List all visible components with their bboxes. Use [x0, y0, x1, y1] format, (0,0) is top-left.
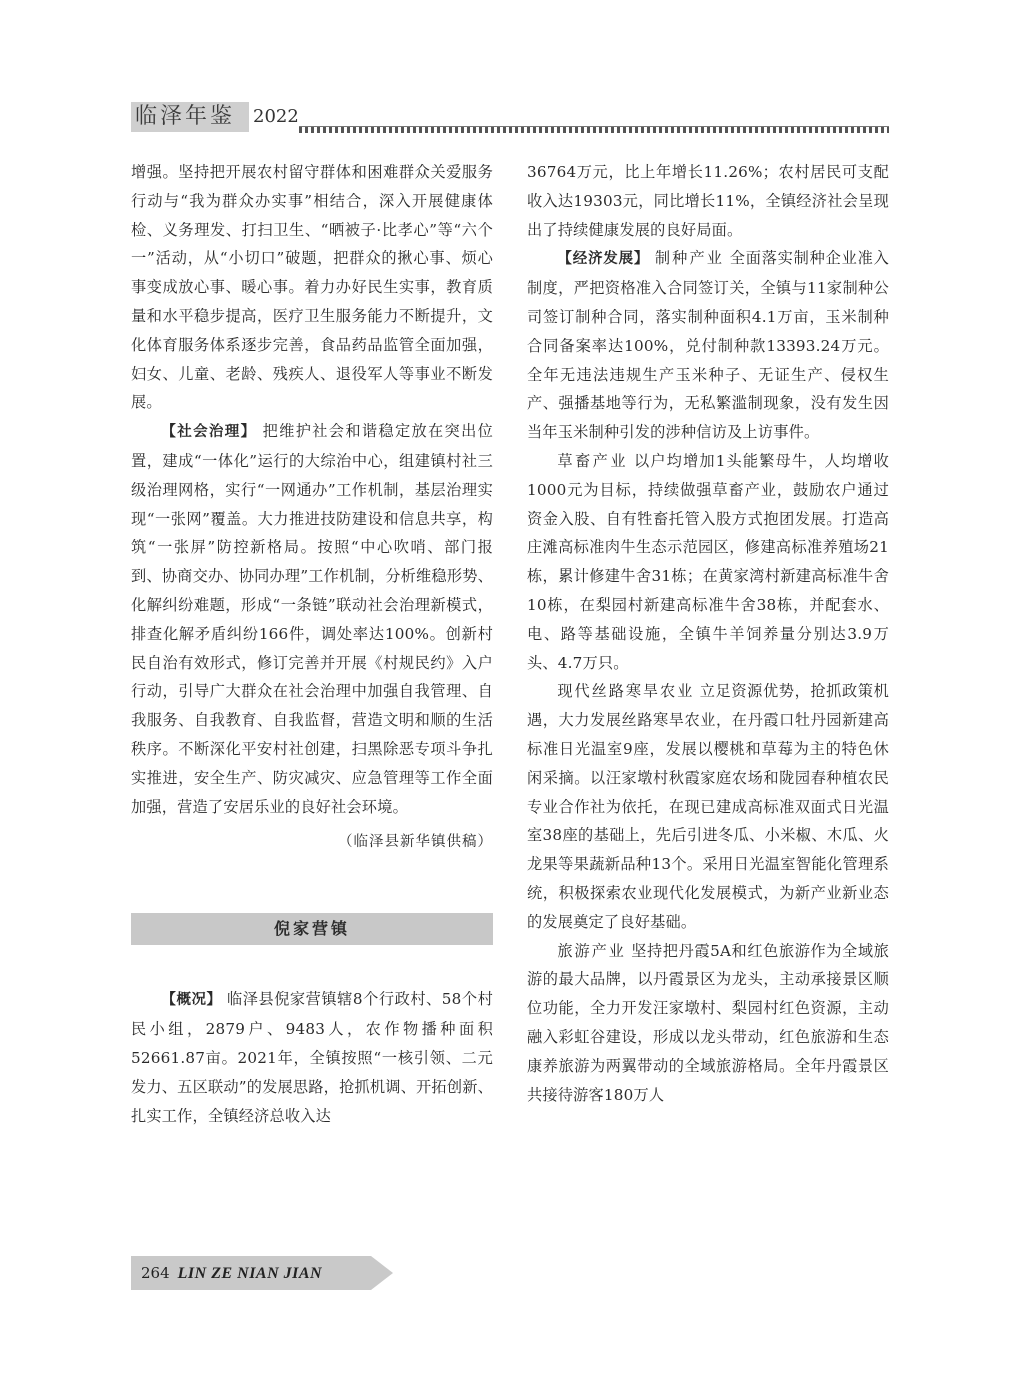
yearbook-romanized-name: LIN ZE NIAN JIAN: [177, 1265, 323, 1282]
tourism-text: 坚持把丹霞5A和红色旅游作为全域旅游的最大品牌，以丹霞景区为龙头，主动承接景区顺位功能，全力开发汪家墩村、梨园村红色资源，主动融入彩虹谷建设，形成以龙头带动，红色旅游和生态康养旅游为两翼带动的全域旅游格局。全年丹霞景区共接待游客180万人: [527, 941, 890, 1104]
agriculture-paragraph: [527, 677, 889, 936]
running-header: [131, 102, 889, 132]
overview-paragraph: [131, 985, 493, 1130]
seed-industry-subhead: 制种产业: [654, 249, 725, 268]
footer-arrow-tip: [371, 1256, 393, 1290]
right-column: [527, 158, 889, 1109]
left-paragraph-1: 增强。坚持把开展农村留守群体和困难群众关爱服务行动与“我为群众办实事”相结合，深入开展健康体检、义务理发、打扫卫生、“晒被子·比孝心”等“六个一”活动，从“小切口”破题，把群众的揪心事、烦心事变成放心事、暖心事。着力办好民生实事，教育质量和水平稳步提高，医疗卫生服务能力不断提升，文化体育服务体系逐步完善，食品药品监管全面加强，妇女、儿童、老龄、残疾人、退役军人等事业不断发展。: [131, 163, 493, 412]
yearbook-year: 2022: [253, 106, 299, 127]
livestock-subhead: 草畜产业: [557, 451, 628, 470]
tourism-paragraph: [527, 937, 889, 1110]
agriculture-text: 立足资源优势，抢抓政策机遇，大力发展丝路寒旱农业，在丹霞口牡丹园新建高标准日光温室9座，发展以樱桃和草莓为主的特色休闲采摘。以汪家墩村秋霞家庭农场和陇园春种植农民专业合作社为依托，在现已建成高标准双面式日光温室38座的基础上，先后引进冬瓜、小米椒、木瓜、火龙果等果蔬新品种13个。采用日光温室智能化管理系统，积极探索农业现代化发展模式，为新产业新业态的发展奠定了良好基础。: [527, 682, 890, 931]
economic-development-tag: 【经济发展】: [557, 251, 650, 268]
page-footer: [131, 1256, 393, 1290]
livestock-paragraph: [527, 447, 889, 677]
footer-text: [141, 1256, 322, 1291]
social-governance-text: 把维护社会和谐稳定放在突出位置，建成“一体化”运行的大综治中心，组建镇村社三级治理网格，实行“一网通办”工作机制，基层治理实现“一张网”覆盖。大力推进技防建设和信息共享，构筑“一张屏”防控新格局。按照“中心吹哨、部门报到、协商交办、协同办理”工作机制，分析维稳形势、化解纠纷难题，形成“一条链”联动社会治理新模式，排查化解矛盾纠纷166件，调处率达100%。创新村民自治有效形式，修订完善并开展《村规民约》入户行动，引导广大群众在社会治理中加强自我管理、自我服务、自我教育、自我监督，营造文明和顺的生活秩序。不断深化平安村社创建，扫黑除恶专项斗争扎实推进，安全生产、防灾减灾、应急管理等工作全面加强，营造了安居乐业的良好社会环境。: [131, 422, 494, 816]
livestock-text: 以户均增加1头能繁母牛，人均增收1000元为目标，持续做强草畜产业，鼓励农户通过资金入股、自有牲畜托管入股方式抱团发展。打造高庄滩高标准肉牛生态示范园区，修建高标准养殖场21栋，累计修建牛舍31栋；在黄家湾村新建高标准牛舍10栋，在梨园村新建高标准牛舍38栋，并配套水、电、路等基础设施，全镇牛羊饲养量分别达3.9万头、4.7万只。: [527, 451, 889, 672]
overview-tag: 【概况】: [161, 992, 222, 1009]
page-number: 264: [141, 1264, 170, 1282]
seed-industry-text: 全面落实制种企业准入制度，严把资格准入合同签订关，全镇与11家制种公司签订制种合同，落实制种面积4.1万亩，玉米制种合同备案率达100%，兑付制种款13393.24万元。全年无违法违规生产玉米种子、无证生产、侵权生产、强播基地等行为，无私繁滥制现象，没有发生因当年玉米制种引发的涉种信访及上访事件。: [527, 249, 890, 442]
header-rule: [299, 126, 889, 133]
social-governance-paragraph: [131, 417, 493, 821]
yearbook-title: 临泽年鉴: [131, 102, 249, 132]
section-spacer: [131, 945, 493, 985]
social-governance-tag: 【社会治理】: [161, 424, 257, 441]
economic-development-paragraph: [527, 244, 889, 447]
source-credit: （临泽县新华镇供稿）: [338, 834, 493, 851]
tourism-subhead: 旅游产业: [557, 941, 626, 960]
left-column: [131, 158, 493, 1130]
right-paragraph-1: 36764万元，比上年增长11.26%；农村居民可支配收入达19303元，同比增长11%，全镇经济社会呈现出了持续健康发展的良好局面。: [527, 163, 889, 239]
agriculture-subhead: 现代丝路寒旱农业: [557, 682, 695, 701]
overview-text: 临泽县倪家营镇辖8个行政村、58个村民小组，2879户、9483人，农作物播种面积52661.87亩。2021年，全镇按照“一核引领、二元发力、五区联动”的发展思路，抢抓机调、开拓创新、扎实工作，全镇经济总收入达: [131, 990, 493, 1125]
section-heading: 倪家营镇: [131, 913, 493, 945]
